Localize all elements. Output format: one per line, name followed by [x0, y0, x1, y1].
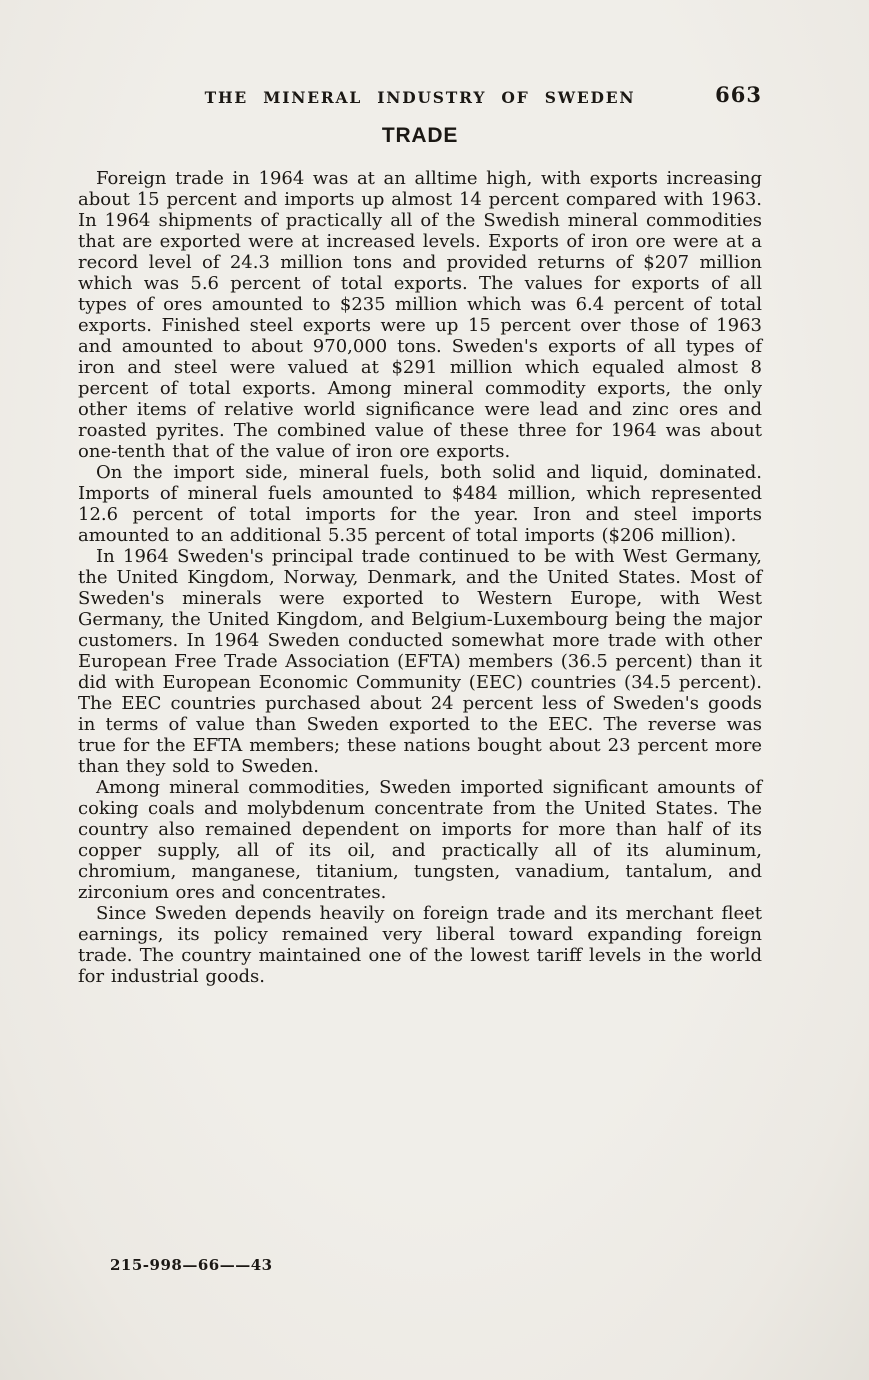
paragraph-4: Among mineral commodities, Sweden imported significant amounts of coking coals and molybdenum concentrate from the United States. The country also remained dependent on imports for more than half of its copper supply, all of its oil, and practically all of its aluminum, chromium, manganese, titanium, tungsten, vanadium, tantalum, and zirconium ores and concentrates. [78, 777, 762, 903]
paragraph-3: In 1964 Sweden's principal trade continued to be with West Germany, the United Kingdom, Norway, Denmark, and the United States. Most of Sweden's minerals were exported to Western Europe, with West Germany, the United Kingdom, and Belgium-Luxembourg being the major customers. In 1964 Sweden conducted somewhat more trade with other European Free Trade Association (EFTA) members (36.5 percent) than it did with European Economic Community (EEC) countries (34.5 percent). The EEC countries purchased about 24 percent less of Sweden's goods in terms of value than Sweden exported to the EEC. The reverse was true for the EFTA members; these nations bought about 23 percent more than they sold to Sweden. [78, 546, 762, 777]
paragraph-2: On the import side, mineral fuels, both solid and liquid, dominated. Imports of mineral fuels amounted to $484 million, which represented 12.6 percent of total imports for the year. Iron and steel imports amounted to an additional 5.35 percent of total imports ($206 million). [78, 462, 762, 546]
running-head: THE MINERAL INDUSTRY OF SWEDEN [204, 88, 636, 107]
paragraph-5: Since Sweden depends heavily on foreign trade and its merchant fleet earnings, its policy remained very liberal toward expanding foreign trade. The country maintained one of the lowest tariff levels in the world for industrial goods. [78, 903, 762, 987]
footer-imprint: 215-998—66——43 [110, 1256, 273, 1274]
section-title: TRADE [381, 124, 459, 147]
page-body [78, 168, 762, 987]
page-number: 663 [715, 82, 762, 107]
paragraph-1: Foreign trade in 1964 was at an alltime high, with exports increasing about 15 percent and imports up almost 14 percent compared with 1963. In 1964 shipments of practically all of the Swedish mineral commodities that are exported were at increased levels. Exports of iron ore were at a record level of 24.3 million tons and provided returns of $207 million which was 5.6 percent of total exports. The values for exports of all types of ores amounted to $235 million which was 6.4 percent of total exports. Finished steel exports were up 15 percent over those of 1963 and amounted to about 970,000 tons. Sweden's exports of all types of iron and steel were valued at $291 million which equaled almost 8 percent of total exports. Among mineral commodity exports, the only other items of relative world significance were lead and zinc ores and roasted pyrites. The combined value of these three for 1964 was about one-tenth that of the value of iron ore exports. [78, 168, 762, 462]
page-header [78, 82, 762, 109]
